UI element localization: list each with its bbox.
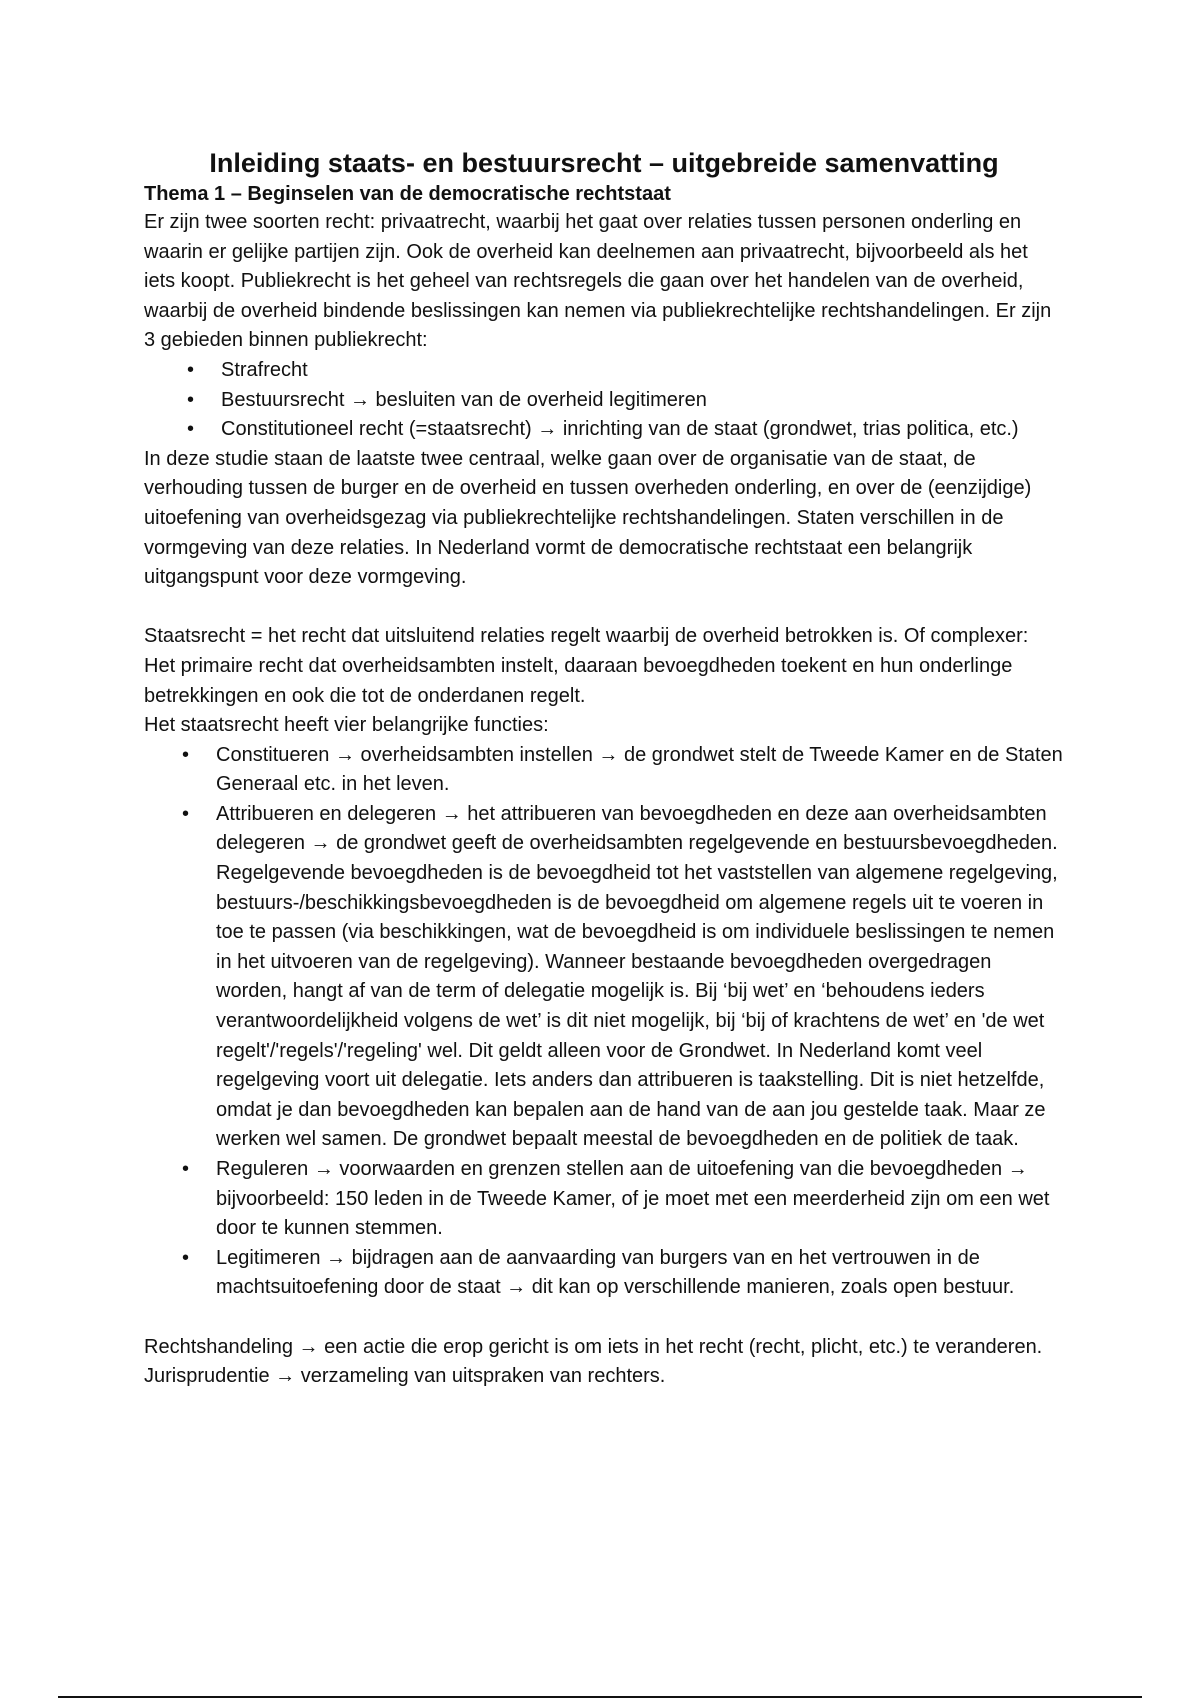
intro-paragraph: Er zijn twee soorten recht: privaatrecht, waarbij het gaat over relaties tussen personen onderling en waarin er gelijke partijen zijn. Ook de overheid kan deelnemen aan privaatrecht, bijvoorbeeld als het iets koopt. Publiekrecht is het geheel van rechtsregels die gaan over het handelen van de overheid, waarbij de overheid bindende beslissingen kan nemen via publiekrechtelijke rechtshandelingen. Er zijn 3 gebieden binnen publiekrecht:	[144, 211, 1052, 352]
public-law-areas-list	[144, 356, 1064, 445]
functions-list	[144, 741, 1064, 1303]
staatsrecht-definition: Staatsrecht = het recht dat uitsluitend relaties regelt waarbij de overheid betrokken is. Of complexer: Het primaire recht dat overheidsambten instelt, daaraan bevoegdheden toekent en hun onderlinge betrekkingen en ook die tot de onderdanen regelt.	[144, 625, 1029, 707]
list-item: • Reguleren → voorwaarden en grenzen stellen aan de uitoefening van die bevoegdheden → bijvoorbeeld: 150 leden in de Tweede Kamer, of je moet met een meerderheid zijn om een wet door te kunnen stemmen.	[216, 1155, 1064, 1244]
section-heading: Thema 1 – Beginselen van de democratische rechtstaat	[144, 183, 671, 205]
list-item: • Bestuursrecht → besluiten van de overheid legitimeren	[221, 386, 1064, 416]
list-item: • Legitimeren → bijdragen aan de aanvaarding van burgers van en het vertrouwen in de machtsuitoefening door de staat → dit kan op verschillende manieren, zoals open bestuur.	[216, 1244, 1064, 1303]
functions-intro: Het staatsrecht heeft vier belangrijke functies:	[144, 714, 549, 737]
list-item: • Constitueren → overheidsambten instellen → de grondwet stelt de Tweede Kamer en de Staten Generaal etc. in het leven.	[216, 741, 1064, 800]
study-paragraph: In deze studie staan de laatste twee centraal, welke gaan over de organisatie van de staat, de verhouding tussen de burger en de overheid en tussen overheden onderling, en over de (eenzijdige) uitoefening van overheidsgezag via publiekrechtelijke rechtshandelingen. Staten verschillen in de vormgeving van deze relaties. In Nederland vormt de democratische rechtstaat een belangrijk uitgangspunt voor deze vormgeving.	[144, 447, 1032, 589]
page-content	[144, 146, 1064, 1392]
list-item: • Attribueren en delegeren → het attribueren van bevoegdheden en deze aan overheidsambten delegeren → de grondwet geeft de overheidsambten regelgevende en bestuursbevoegdheden. Regelgevende bevoegdheden is de bevoegdheid tot het vaststellen van algemene regelgeving, bestuurs-/beschikkingsbevoegdheden is de bevoegdheid om algemene regels uit te voeren in toe te passen (via beschikkingen, wat de bevoegdheid is om individuele beslissingen te nemen in het uitvoeren van de regelgeving). Wanneer bestaande bevoegdheden overgedragen worden, hangt af van de term of delegatie mogelijk is. Bij ‘bij wet’ en ‘behoudens ieders verantwoordelijkheid volgens de wet’ is dit niet mogelijk, bij ‘bij of krachtens de wet’ en 'de wet regelt'/'regels'/'regeling' wel. Dit geldt alleen voor de Grondwet. In Nederland komt veel regelgeving voort uit delegatie. Iets anders dan attribueren is taakstelling. Dit is niet hetzelfde, omdat je dan bevoegdheden kan bepalen aan de hand van de aan jou gestelde taak. Maar ze werken wel samen. De grondwet bepaalt meestal de bevoegdheden en de politiek de taak.	[216, 800, 1064, 1155]
rechtshandeling-definition: Rechtshandeling → een actie die erop gericht is om iets in het recht (recht, plicht, etc.) te veranderen.	[144, 1335, 1043, 1358]
paragraph-spacer	[144, 1303, 1064, 1333]
list-item: • Strafrecht	[221, 356, 1064, 386]
jurisprudentie-definition: Jurisprudentie → verzameling van uitspraken van rechters.	[144, 1365, 666, 1388]
paragraph-spacer	[144, 593, 1064, 623]
document-title: Inleiding staats- en bestuursrecht – uitgebreide samenvatting	[209, 148, 999, 178]
list-item: • Constitutioneel recht (=staatsrecht) → inrichting van de staat (grondwet, trias politica, etc.)	[221, 415, 1064, 445]
footer-divider	[58, 1696, 1142, 1698]
